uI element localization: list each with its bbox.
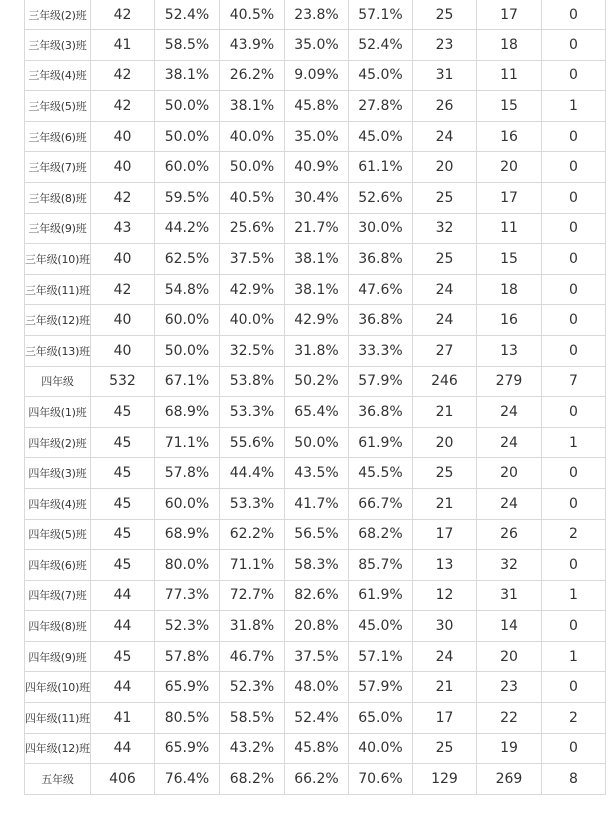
table-cell: 35.0% <box>284 30 348 61</box>
table-cell: 65.4% <box>284 397 348 428</box>
table-cell: 0 <box>541 0 605 30</box>
table-row <box>25 244 606 275</box>
table-cell: 0 <box>541 244 605 275</box>
table-cell: 32 <box>476 550 541 581</box>
table-cell: 18 <box>476 30 541 61</box>
table-row <box>25 764 606 795</box>
table-cell: 30 <box>412 611 476 642</box>
class-name-cell: 三年级(10)班 <box>25 244 91 275</box>
table-cell: 66.7% <box>348 488 412 519</box>
table-cell: 61.1% <box>348 152 412 183</box>
table-cell: 32.5% <box>219 335 284 366</box>
table-cell: 57.8% <box>154 641 219 672</box>
table-cell: 40.0% <box>219 305 284 336</box>
table-cell: 17 <box>412 519 476 550</box>
class-name-cell: 三年级(4)班 <box>25 60 91 91</box>
table-cell: 65.0% <box>348 703 412 734</box>
table-cell: 40 <box>90 152 154 183</box>
table-cell: 30.0% <box>348 213 412 244</box>
table-cell: 50.0% <box>284 427 348 458</box>
table-cell: 41 <box>90 703 154 734</box>
table-cell: 12 <box>412 580 476 611</box>
table-row <box>25 519 606 550</box>
table-cell: 40 <box>90 305 154 336</box>
table-cell: 25 <box>412 244 476 275</box>
table-row <box>25 60 606 91</box>
table-cell: 26 <box>476 519 541 550</box>
table-cell: 48.0% <box>284 672 348 703</box>
class-name-cell: 三年级(2)班 <box>25 0 91 30</box>
table-cell: 38.1% <box>284 244 348 275</box>
table-cell: 56.5% <box>284 519 348 550</box>
table-cell: 40.5% <box>219 182 284 213</box>
table-cell: 9.09% <box>284 60 348 91</box>
table-row <box>25 121 606 152</box>
table-cell: 25 <box>412 182 476 213</box>
table-cell: 57.9% <box>348 366 412 397</box>
table-cell: 52.4% <box>154 0 219 30</box>
table-cell: 42.9% <box>284 305 348 336</box>
table-cell: 71.1% <box>219 550 284 581</box>
table-cell: 45 <box>90 458 154 489</box>
table-cell: 41 <box>90 30 154 61</box>
table-cell: 52.3% <box>154 611 219 642</box>
table-cell: 53.3% <box>219 397 284 428</box>
table-cell: 45.5% <box>348 458 412 489</box>
table-cell: 31.8% <box>284 335 348 366</box>
table-cell: 42 <box>90 182 154 213</box>
table-cell: 24 <box>412 274 476 305</box>
table-container <box>24 0 606 795</box>
table-cell: 20 <box>476 458 541 489</box>
table-cell: 40 <box>90 121 154 152</box>
table-cell: 27.8% <box>348 91 412 122</box>
table-cell: 27 <box>412 335 476 366</box>
table-cell: 1 <box>541 580 605 611</box>
table-cell: 17 <box>476 182 541 213</box>
table-row <box>25 641 606 672</box>
table-cell: 31.8% <box>219 611 284 642</box>
table-cell: 26.2% <box>219 60 284 91</box>
table-cell: 61.9% <box>348 427 412 458</box>
table-cell: 50.2% <box>284 366 348 397</box>
class-name-cell: 四年级(4)班 <box>25 488 91 519</box>
table-cell: 71.1% <box>154 427 219 458</box>
table-cell: 53.3% <box>219 488 284 519</box>
table-cell: 40.0% <box>219 121 284 152</box>
table-cell: 59.5% <box>154 182 219 213</box>
table-row <box>25 550 606 581</box>
table-cell: 85.7% <box>348 550 412 581</box>
table-cell: 32 <box>412 213 476 244</box>
table-cell: 15 <box>476 244 541 275</box>
table-row <box>25 580 606 611</box>
table-cell: 1 <box>541 91 605 122</box>
table-cell: 16 <box>476 121 541 152</box>
table-cell: 0 <box>541 30 605 61</box>
table-cell: 36.8% <box>348 305 412 336</box>
table-row <box>25 397 606 428</box>
table-cell: 65.9% <box>154 733 219 764</box>
table-cell: 76.4% <box>154 764 219 795</box>
class-name-cell: 四年级(2)班 <box>25 427 91 458</box>
class-name-cell: 四年级(1)班 <box>25 397 91 428</box>
table-cell: 50.0% <box>154 91 219 122</box>
table-row <box>25 335 606 366</box>
table-cell: 38.1% <box>154 60 219 91</box>
class-name-cell: 三年级(9)班 <box>25 213 91 244</box>
class-name-cell: 四年级(3)班 <box>25 458 91 489</box>
table-row <box>25 274 606 305</box>
class-name-cell: 三年级(12)班 <box>25 305 91 336</box>
table-row <box>25 213 606 244</box>
table-cell: 45 <box>90 427 154 458</box>
table-cell: 13 <box>412 550 476 581</box>
table-cell: 18 <box>476 274 541 305</box>
table-cell: 61.9% <box>348 580 412 611</box>
table-cell: 31 <box>412 60 476 91</box>
table-cell: 42.9% <box>219 274 284 305</box>
table-cell: 57.1% <box>348 0 412 30</box>
table-cell: 47.6% <box>348 274 412 305</box>
table-cell: 43.2% <box>219 733 284 764</box>
table-cell: 52.4% <box>284 703 348 734</box>
table-row <box>25 733 606 764</box>
class-name-cell: 三年级(5)班 <box>25 91 91 122</box>
class-name-cell: 四年级(12)班 <box>25 733 91 764</box>
table-cell: 24 <box>476 397 541 428</box>
table-cell: 25 <box>412 733 476 764</box>
table-cell: 44 <box>90 672 154 703</box>
table-cell: 45 <box>90 641 154 672</box>
table-row <box>25 458 606 489</box>
table-row <box>25 182 606 213</box>
class-name-cell: 四年级(7)班 <box>25 580 91 611</box>
table-cell: 57.9% <box>348 672 412 703</box>
table-cell: 42 <box>90 60 154 91</box>
table-cell: 62.2% <box>219 519 284 550</box>
table-cell: 17 <box>476 0 541 30</box>
table-cell: 35.0% <box>284 121 348 152</box>
table-cell: 0 <box>541 335 605 366</box>
class-name-cell: 三年级(7)班 <box>25 152 91 183</box>
table-cell: 50.0% <box>154 335 219 366</box>
class-name-cell: 三年级(6)班 <box>25 121 91 152</box>
table-cell: 43 <box>90 213 154 244</box>
table-cell: 38.1% <box>284 274 348 305</box>
table-cell: 1 <box>541 641 605 672</box>
class-name-cell: 四年级(5)班 <box>25 519 91 550</box>
class-name-cell: 五年级 <box>25 764 91 795</box>
table-cell: 0 <box>541 458 605 489</box>
table-cell: 21.7% <box>284 213 348 244</box>
table-cell: 17 <box>412 703 476 734</box>
class-statistics-table <box>24 0 606 795</box>
table-cell: 45.8% <box>284 733 348 764</box>
class-name-cell: 四年级(11)班 <box>25 703 91 734</box>
table-cell: 31 <box>476 580 541 611</box>
table-cell: 23 <box>412 30 476 61</box>
table-cell: 16 <box>476 305 541 336</box>
table-cell: 40 <box>90 244 154 275</box>
table-row <box>25 152 606 183</box>
table-cell: 44.4% <box>219 458 284 489</box>
table-cell: 0 <box>541 305 605 336</box>
table-cell: 50.0% <box>154 121 219 152</box>
table-cell: 24 <box>412 121 476 152</box>
table-cell: 43.5% <box>284 458 348 489</box>
table-cell: 44.2% <box>154 213 219 244</box>
table-cell: 45 <box>90 488 154 519</box>
table-cell: 53.8% <box>219 366 284 397</box>
table-cell: 269 <box>476 764 541 795</box>
table-cell: 44 <box>90 611 154 642</box>
table-cell: 15 <box>476 91 541 122</box>
table-cell: 26 <box>412 91 476 122</box>
table-cell: 77.3% <box>154 580 219 611</box>
table-cell: 58.5% <box>219 703 284 734</box>
table-cell: 60.0% <box>154 152 219 183</box>
table-cell: 0 <box>541 121 605 152</box>
table-cell: 246 <box>412 366 476 397</box>
table-cell: 0 <box>541 274 605 305</box>
table-cell: 45 <box>90 519 154 550</box>
table-cell: 45.0% <box>348 611 412 642</box>
table-cell: 45.0% <box>348 121 412 152</box>
table-cell: 23 <box>476 672 541 703</box>
table-cell: 11 <box>476 213 541 244</box>
table-cell: 0 <box>541 672 605 703</box>
table-row <box>25 611 606 642</box>
table-row <box>25 305 606 336</box>
class-name-cell: 三年级(13)班 <box>25 335 91 366</box>
table-cell: 60.0% <box>154 488 219 519</box>
table-cell: 52.3% <box>219 672 284 703</box>
table-cell: 1 <box>541 427 605 458</box>
table-row <box>25 366 606 397</box>
table-cell: 44 <box>90 580 154 611</box>
table-cell: 42 <box>90 91 154 122</box>
table-cell: 0 <box>541 182 605 213</box>
table-cell: 279 <box>476 366 541 397</box>
table-cell: 0 <box>541 733 605 764</box>
table-cell: 22 <box>476 703 541 734</box>
table-cell: 57.8% <box>154 458 219 489</box>
table-row <box>25 427 606 458</box>
table-cell: 58.5% <box>154 30 219 61</box>
table-cell: 60.0% <box>154 305 219 336</box>
table-cell: 42 <box>90 274 154 305</box>
class-name-cell: 四年级 <box>25 366 91 397</box>
table-cell: 42 <box>90 0 154 30</box>
table-cell: 33.3% <box>348 335 412 366</box>
table-cell: 62.5% <box>154 244 219 275</box>
table-cell: 65.9% <box>154 672 219 703</box>
table-cell: 52.6% <box>348 182 412 213</box>
table-cell: 38.1% <box>219 91 284 122</box>
table-cell: 68.2% <box>219 764 284 795</box>
table-cell: 55.6% <box>219 427 284 458</box>
table-cell: 30.4% <box>284 182 348 213</box>
table-cell: 46.7% <box>219 641 284 672</box>
table-cell: 68.9% <box>154 519 219 550</box>
table-cell: 25 <box>412 0 476 30</box>
table-body <box>25 0 606 794</box>
table-cell: 21 <box>412 397 476 428</box>
table-cell: 36.8% <box>348 397 412 428</box>
table-cell: 24 <box>412 641 476 672</box>
table-cell: 45.0% <box>348 60 412 91</box>
table-cell: 68.2% <box>348 519 412 550</box>
table-cell: 40.0% <box>348 733 412 764</box>
table-cell: 41.7% <box>284 488 348 519</box>
table-cell: 40.5% <box>219 0 284 30</box>
table-cell: 406 <box>90 764 154 795</box>
table-cell: 45.8% <box>284 91 348 122</box>
table-cell: 21 <box>412 488 476 519</box>
table-cell: 72.7% <box>219 580 284 611</box>
table-cell: 68.9% <box>154 397 219 428</box>
table-cell: 24 <box>476 427 541 458</box>
table-cell: 43.9% <box>219 30 284 61</box>
table-cell: 24 <box>476 488 541 519</box>
table-cell: 0 <box>541 60 605 91</box>
table-cell: 50.0% <box>219 152 284 183</box>
table-row <box>25 703 606 734</box>
table-cell: 24 <box>412 305 476 336</box>
table-cell: 19 <box>476 733 541 764</box>
table-cell: 0 <box>541 152 605 183</box>
table-cell: 0 <box>541 550 605 581</box>
table-cell: 8 <box>541 764 605 795</box>
table-cell: 25.6% <box>219 213 284 244</box>
table-cell: 67.1% <box>154 366 219 397</box>
table-cell: 2 <box>541 703 605 734</box>
table-cell: 532 <box>90 366 154 397</box>
table-cell: 37.5% <box>219 244 284 275</box>
table-cell: 21 <box>412 672 476 703</box>
table-cell: 2 <box>541 519 605 550</box>
table-cell: 80.0% <box>154 550 219 581</box>
table-cell: 20 <box>476 641 541 672</box>
table-cell: 82.6% <box>284 580 348 611</box>
table-cell: 25 <box>412 458 476 489</box>
class-name-cell: 四年级(10)班 <box>25 672 91 703</box>
table-cell: 40 <box>90 335 154 366</box>
class-name-cell: 四年级(9)班 <box>25 641 91 672</box>
table-cell: 66.2% <box>284 764 348 795</box>
table-row <box>25 672 606 703</box>
table-cell: 57.1% <box>348 641 412 672</box>
table-row <box>25 0 606 30</box>
table-cell: 58.3% <box>284 550 348 581</box>
table-cell: 40.9% <box>284 152 348 183</box>
table-cell: 52.4% <box>348 30 412 61</box>
table-cell: 80.5% <box>154 703 219 734</box>
class-name-cell: 三年级(11)班 <box>25 274 91 305</box>
table-cell: 129 <box>412 764 476 795</box>
table-cell: 13 <box>476 335 541 366</box>
table-cell: 37.5% <box>284 641 348 672</box>
table-row <box>25 30 606 61</box>
table-cell: 20.8% <box>284 611 348 642</box>
table-cell: 11 <box>476 60 541 91</box>
table-cell: 36.8% <box>348 244 412 275</box>
table-cell: 0 <box>541 397 605 428</box>
class-name-cell: 三年级(3)班 <box>25 30 91 61</box>
table-cell: 20 <box>412 152 476 183</box>
class-name-cell: 四年级(8)班 <box>25 611 91 642</box>
table-cell: 0 <box>541 488 605 519</box>
table-row <box>25 488 606 519</box>
table-cell: 45 <box>90 397 154 428</box>
table-cell: 23.8% <box>284 0 348 30</box>
table-cell: 70.6% <box>348 764 412 795</box>
class-name-cell: 三年级(8)班 <box>25 182 91 213</box>
table-cell: 45 <box>90 550 154 581</box>
class-name-cell: 四年级(6)班 <box>25 550 91 581</box>
table-cell: 14 <box>476 611 541 642</box>
table-cell: 20 <box>476 152 541 183</box>
table-cell: 20 <box>412 427 476 458</box>
table-cell: 7 <box>541 366 605 397</box>
table-cell: 0 <box>541 611 605 642</box>
table-cell: 44 <box>90 733 154 764</box>
table-cell: 54.8% <box>154 274 219 305</box>
table-row <box>25 91 606 122</box>
table-cell: 0 <box>541 213 605 244</box>
